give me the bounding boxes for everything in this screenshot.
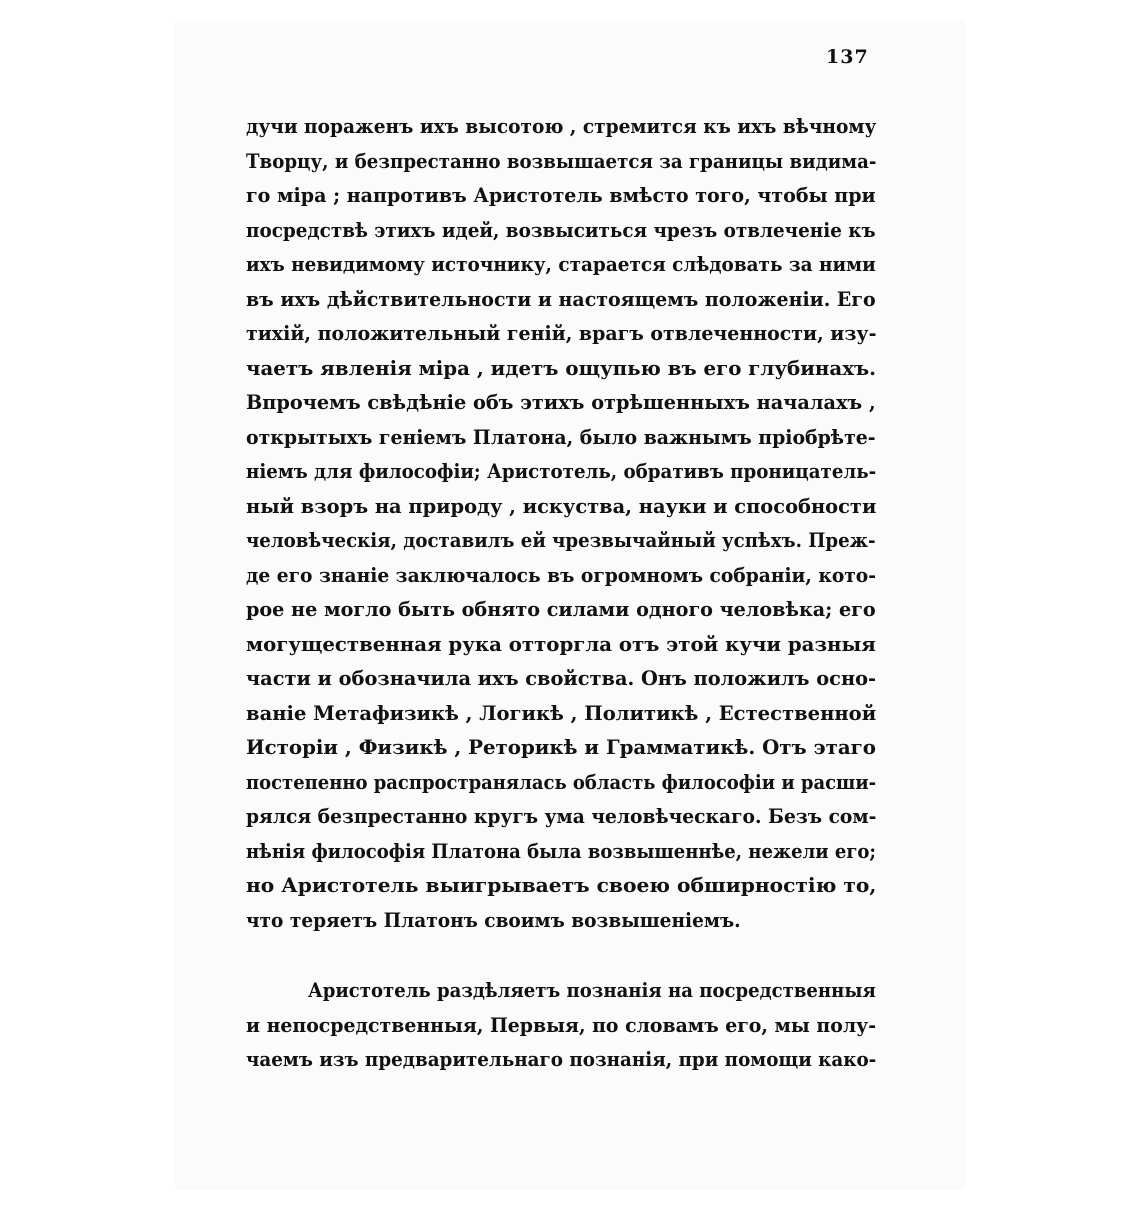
text-line: постепенно распространялась область философіи и расши- [246, 770, 877, 794]
text-line: человѣческія, доставилъ ей чрезвычайный успѣхъ. Преж- [246, 529, 876, 552]
text-line: ніемъ для философіи; Аристотель, обративъ проницатель- [246, 460, 877, 483]
text-line: ваніе Метафизикѣ , Логикѣ , Политикѣ , Естественной [246, 701, 877, 725]
text-line: ный взоръ на природу , искуства, науки и способности [246, 494, 877, 518]
text-line: нѣнія философія Платона была возвышеннѣе, нежели его; [246, 839, 877, 863]
text-line: и непосредственныя, Первыя, по словамъ его, мы полу- [246, 1013, 877, 1037]
text-line: открытыхъ геніемъ Платона, было важнымъ пріобрѣте- [246, 425, 876, 449]
text-line: посредствѣ этихъ идей, возвыситься чрезъ отвлеченіе къ [246, 218, 876, 242]
text-line: чаемъ изъ предварительнаго познанія, при помощи како- [246, 1048, 877, 1071]
text-line: рое не могло быть обнято силами одного человѣка; его [246, 598, 876, 621]
text-line: въ ихъ дѣйствительности и настоящемъ положеніи. Его [246, 287, 876, 311]
text-line: части и обозначила ихъ свойства. Онъ положилъ осно- [246, 667, 877, 690]
text-line: что теряетъ Платонъ своимъ возвышеніемъ. [246, 908, 741, 932]
text-line: могущественная рука отторгла отъ этой кучи разныя [246, 632, 876, 656]
text-line: чаетъ явленія міра , идетъ ощупью въ его глубинахъ. [246, 356, 877, 380]
text-line: рялся безпрестанно кругъ ума человѣческаго. Безъ сом- [246, 805, 877, 828]
text-line: Исторіи , Физикѣ , Реторикѣ и Грамматикѣ. Отъ этаго [246, 736, 876, 759]
text-line: но Аристотель выигрываетъ своею обширностію то, [246, 874, 877, 897]
page-number: 137 [826, 46, 869, 68]
text-line: го міра ; напротивъ Аристотель вмѣсто того, чтобы при [246, 184, 876, 207]
text-line: Аристотель раздѣляетъ познанія на посредственныя [308, 979, 876, 1002]
text-line: Впрочемъ свѣдѣніе объ этихъ отрѣшенныхъ началахъ , [246, 391, 876, 414]
text-line: Творцу, и безпрестанно возвышается за границы видима- [246, 149, 877, 173]
text-line: де его знаніе заключалось въ огромномъ собраніи, кото- [246, 563, 876, 587]
text-line: ихъ невидимому источнику, старается слѣдовать за ними [246, 253, 876, 276]
text-line: тихій, положительный геній, врагъ отвлеченности, изу- [246, 322, 877, 345]
text-line: дучи пораженъ ихъ высотою , стремится къ ихъ вѣчному [246, 115, 877, 138]
